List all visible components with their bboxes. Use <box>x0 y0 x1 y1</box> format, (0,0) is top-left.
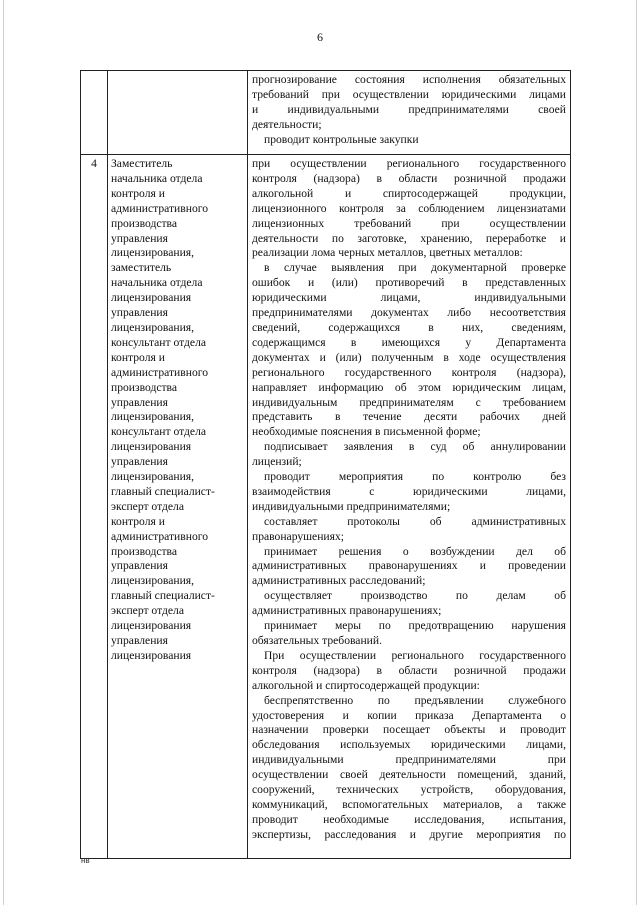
duty-line: проводит контрольные закупки <box>264 132 419 146</box>
position-line: лицензирования, <box>111 410 195 424</box>
duty-line: обязательных требований. <box>252 634 382 647</box>
duty-line: административных правонарушениях и проведении <box>252 559 566 573</box>
duty-line: административных правонарушениях; <box>252 604 442 618</box>
duty-line: сведений, содержащихся в них, сведениям, <box>252 320 566 334</box>
duty-line: в случае выявления при документарной проверке <box>264 261 566 275</box>
position-line: Заместитель <box>111 157 173 170</box>
duty-line: деятельности по заготовке, хранению, переработке и <box>252 231 566 245</box>
duty-line: осуществлении своей деятельности помещений, зданий, <box>252 768 566 782</box>
duty-line: лицензий; <box>252 455 302 469</box>
duty-line: индивидуальным предпринимателям с требованием <box>252 395 566 409</box>
duty-line: подписывает заявления в суд об аннулировании <box>264 440 566 454</box>
duty-line: обследования используемых юридическими лицами, <box>252 738 566 752</box>
position-line: административного <box>111 365 209 379</box>
duty-line: регионального государственного контроля (надзора), <box>252 365 566 379</box>
position-line: контроля и <box>111 350 165 364</box>
duty-line: удостоверения и копии приказа Департамента о <box>252 708 566 722</box>
duty-line: При осуществлении регионального государственного <box>264 648 566 662</box>
duty-line: лицензионных требований при осуществлении <box>252 216 566 230</box>
position-line: лицензирования <box>111 648 192 662</box>
position-line: консультант отдела <box>111 425 207 439</box>
scan-edge-left <box>3 0 4 905</box>
duty-line: алкогольной и спиртосодержащей продукции, <box>252 186 566 200</box>
page-number: 6 <box>317 30 323 44</box>
duty-line: правонарушениях; <box>252 529 344 543</box>
duty-line: при осуществлении регионального государственного <box>252 157 566 170</box>
position-line: управления <box>111 231 168 245</box>
duty-line: предпринимателями документах либо несоответствия <box>252 306 566 320</box>
duty-line: направляет информацию об этом юридическим лицам, <box>252 380 566 394</box>
position-line: эксперт отдела <box>111 499 184 513</box>
duty-line: контроля (надзора) в области розничной продажи <box>252 171 566 185</box>
duty-line: проводит необходимые исследования, испытания, <box>252 812 566 826</box>
duty-line: взаимодействия с юридическими лицами, <box>252 484 566 498</box>
position-line: управления <box>111 634 168 647</box>
position-line: главный специалист- <box>111 589 215 603</box>
position-line: управления <box>111 395 168 409</box>
duty-line: требований при осуществлении юридическими лицами <box>252 87 566 101</box>
duty-line: составляет протоколы об административных <box>264 514 566 528</box>
position-line: лицензирования <box>111 291 192 305</box>
duty-line: деятельности; <box>252 117 322 131</box>
duty-line: назначении проверки посещает объекты и проводит <box>252 723 566 737</box>
position-line: эксперт отдела <box>111 604 184 618</box>
position-line: производства <box>111 216 178 230</box>
duty-line: индивидуальными предпринимателями; <box>252 499 451 513</box>
duty-line: коммуникаций, вспомогательных материалов, а также <box>252 797 566 811</box>
duties-cell <box>248 71 571 155</box>
duty-line: лицензионного контроля за соблюдением лицензиатами <box>252 201 566 215</box>
duty-line: необходимые пояснения в письменной форме; <box>252 425 481 439</box>
position-line: административного <box>111 529 209 543</box>
duty-line: проводит мероприятия по контролю без <box>264 470 566 484</box>
duty-line: контроля (надзора) в области розничной продажи <box>252 663 566 677</box>
position-line: начальника отдела <box>111 276 203 290</box>
duty-line: принимает решения о возбуждении дел об <box>264 544 566 558</box>
duty-line: сооружений, технических устройств, оборудования, <box>252 783 566 797</box>
duty-line: экспертизы, расследования и другие мероприятия по <box>252 827 566 841</box>
position-line: производства <box>111 380 178 394</box>
duty-line: ошибок и (или) противоречий в представленных <box>252 276 566 290</box>
position-line: консультант отдела <box>111 335 207 349</box>
position-line: лицензирования, <box>111 574 195 588</box>
duty-line: юридическими лицами, индивидуальными <box>252 291 566 305</box>
position-line: лицензирования <box>111 619 192 633</box>
scan-edge-right <box>636 0 637 905</box>
duties-cell <box>248 155 571 859</box>
duty-line: прогнозирование состояния исполнения обязательных <box>252 73 566 86</box>
position-line: управления <box>111 559 168 573</box>
duty-line: содержащимся в имеющихся у Департамента <box>252 335 566 349</box>
duty-line: реализации лома черных металлов, цветных металлов: <box>252 246 523 260</box>
position-line: главный специалист- <box>111 484 215 498</box>
position-cell <box>108 155 248 859</box>
table-row <box>81 71 571 155</box>
position-line: лицензирования, <box>111 320 195 334</box>
row-number-cell: 4 <box>81 155 108 859</box>
duty-line: и индивидуальными предпринимателями своей <box>252 102 566 116</box>
position-line: лицензирования, <box>111 470 195 484</box>
responsibilities-table <box>80 70 571 859</box>
position-line: начальника отдела <box>111 171 203 185</box>
duty-line: беспрепятственно по предъявлении служебного <box>264 693 566 707</box>
position-line: контроля и <box>111 514 165 528</box>
duty-line: административных расследований; <box>252 574 426 588</box>
position-line: заместитель <box>111 261 172 275</box>
position-line: лицензирования <box>111 440 192 454</box>
position-line: контроля и <box>111 186 165 200</box>
position-line: управления <box>111 306 168 320</box>
position-cell <box>108 71 248 155</box>
duty-line: индивидуальными предпринимателями при <box>252 753 566 767</box>
table-row <box>81 155 571 859</box>
footer-mark: нв <box>81 856 90 865</box>
duty-line: алкогольной и спиртосодержащей продукции: <box>252 678 480 692</box>
duty-line: документах и (или) полученным в ходе осуществления <box>252 350 566 364</box>
duty-line: принимает меры по предотвращению нарушения <box>264 619 566 633</box>
duty-line: представить в течение десяти рабочих дней <box>252 410 566 424</box>
position-line: производства <box>111 544 178 558</box>
position-line: лицензирования, <box>111 246 195 260</box>
duty-line: осуществляет производство по делам об <box>264 589 566 603</box>
position-line: административного <box>111 201 209 215</box>
row-number-cell <box>81 71 108 155</box>
position-line: управления <box>111 455 168 469</box>
